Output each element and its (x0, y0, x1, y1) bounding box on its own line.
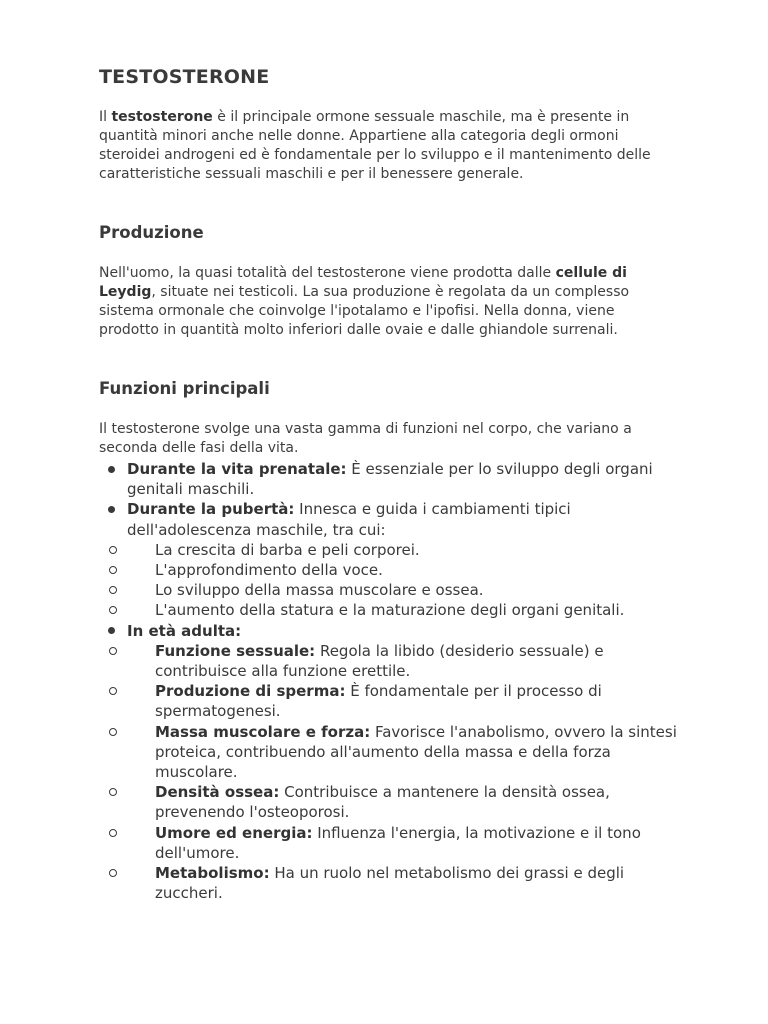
sublist-item-text: Regola la libido (desiderio sessuale) e contribuisce alla funzione erettile. (155, 641, 604, 681)
page-title: TESTOSTERONE (99, 66, 270, 88)
intro-bold-term: testosterone (111, 109, 213, 125)
sublist-item-densita-ossea (127, 782, 679, 822)
sublist-item-text: Ha un ruolo nel metabolismo dei grassi e degli zuccheri. (155, 864, 625, 903)
sublist-item-produzione-sperma (127, 681, 679, 721)
produzione-pre: Nell'uomo, la quasi totalità del testosterone viene prodotta dalle (99, 265, 556, 281)
funzioni-list (99, 459, 679, 903)
intro-pre: Il (99, 109, 112, 125)
circle-bullet-icon (109, 728, 117, 736)
sublist-item-label: Massa muscolare e forza: (155, 722, 371, 741)
sublist-item-text: Lo sviluppo della massa muscolare e ossea. (155, 581, 484, 600)
circle-bullet-icon (109, 546, 117, 554)
funzioni-intro-paragraph: Il testosterone svolge una vasta gamma di funzioni nel corpo, che variano a seconda delle fasi della vita. (99, 421, 632, 456)
intro-paragraph (99, 108, 659, 184)
sublist-item-label: Umore ed energia: (155, 823, 313, 842)
produzione-paragraph (99, 264, 659, 340)
sublist-item-text: L'approfondimento della voce. (155, 561, 383, 580)
sublist-item-text: L'aumento della statura e la maturazione degli organi genitali. (155, 601, 625, 620)
sublist-item-funzione-sessuale (127, 641, 679, 681)
list-item-label: In età adulta: (127, 621, 242, 640)
circle-bullet-icon (109, 586, 117, 594)
circle-bullet-icon (109, 566, 117, 574)
produzione-post: , situate nei testicoli. La sua produzione è regolata da un complesso sistema ormonale che coinvolge l'ipotalamo e l'ipofisi. Nella donna, viene prodotto in quantità molto inferiori dalle ovaie e dalle ghiandole surrenali. (99, 284, 630, 338)
sublist-item-massa-muscolare (127, 722, 679, 783)
sublist-item (127, 540, 679, 560)
list-item-puberta (99, 499, 679, 620)
circle-bullet-icon (109, 687, 117, 695)
sublist-item-text: Favorisce l'anabolismo, ovvero la sintesi proteica, contribuendo all'aumento della massa e della forza muscolare. (155, 722, 677, 782)
eta-adulta-sublist (127, 641, 679, 904)
sublist-item-text: Influenza l'energia, la motivazione e il tono dell'umore. (155, 823, 641, 862)
intro-post: è il principale ormone sessuale maschile, ma è presente in quantità minori anche nelle donne. Appartiene alla categoria degli ormoni steroidei androgeni ed è fondamentale per lo sviluppo e il mantenimento delle caratteristiche sessuali maschili e per il benessere generale. (99, 109, 651, 182)
section-heading-funzioni: Funzioni principali (99, 379, 270, 398)
section-heading-produzione: Produzione (99, 223, 204, 242)
circle-bullet-icon (109, 606, 117, 614)
bullet-icon (108, 627, 115, 634)
sublist-item-label: Funzione sessuale: (155, 641, 316, 660)
list-item-text: Innesca e guida i cambiamenti tipici dell'adolescenza maschile, tra cui: (127, 500, 571, 539)
list-item-prenatale (99, 459, 679, 499)
sublist-item-text: Contribuisce a mantenere la densità ossea, prevenendo l'osteoporosi. (155, 783, 610, 822)
sublist-item-label: Densità ossea: (155, 783, 280, 802)
circle-bullet-icon (109, 869, 117, 877)
sublist-item (127, 600, 679, 620)
sublist-item-text: È fondamentale per il processo di spermatogenesi. (155, 682, 602, 721)
sublist-item (127, 580, 679, 600)
circle-bullet-icon (109, 788, 117, 796)
produzione-bold-term: cellule di Leydig (99, 265, 627, 300)
sublist-item-umore-energia (127, 823, 679, 863)
list-item-label: Durante la pubertà: (127, 500, 295, 519)
list-item-eta-adulta (99, 621, 679, 904)
sublist-item-text: La crescita di barba e peli corporei. (155, 540, 420, 559)
sublist-item-label: Produzione di sperma: (155, 682, 346, 701)
bullet-icon (108, 466, 115, 473)
sublist-item (127, 560, 679, 580)
sublist-item-label: Metabolismo: (155, 864, 270, 883)
list-item-label: Durante la vita prenatale: (127, 460, 347, 478)
sublist-item-metabolismo (127, 863, 679, 903)
circle-bullet-icon (109, 829, 117, 837)
bullet-icon (108, 506, 115, 513)
puberta-sublist (127, 540, 679, 621)
circle-bullet-icon (109, 647, 117, 655)
list-item-text: È essenziale per lo sviluppo degli organi genitali maschili. (127, 460, 653, 499)
